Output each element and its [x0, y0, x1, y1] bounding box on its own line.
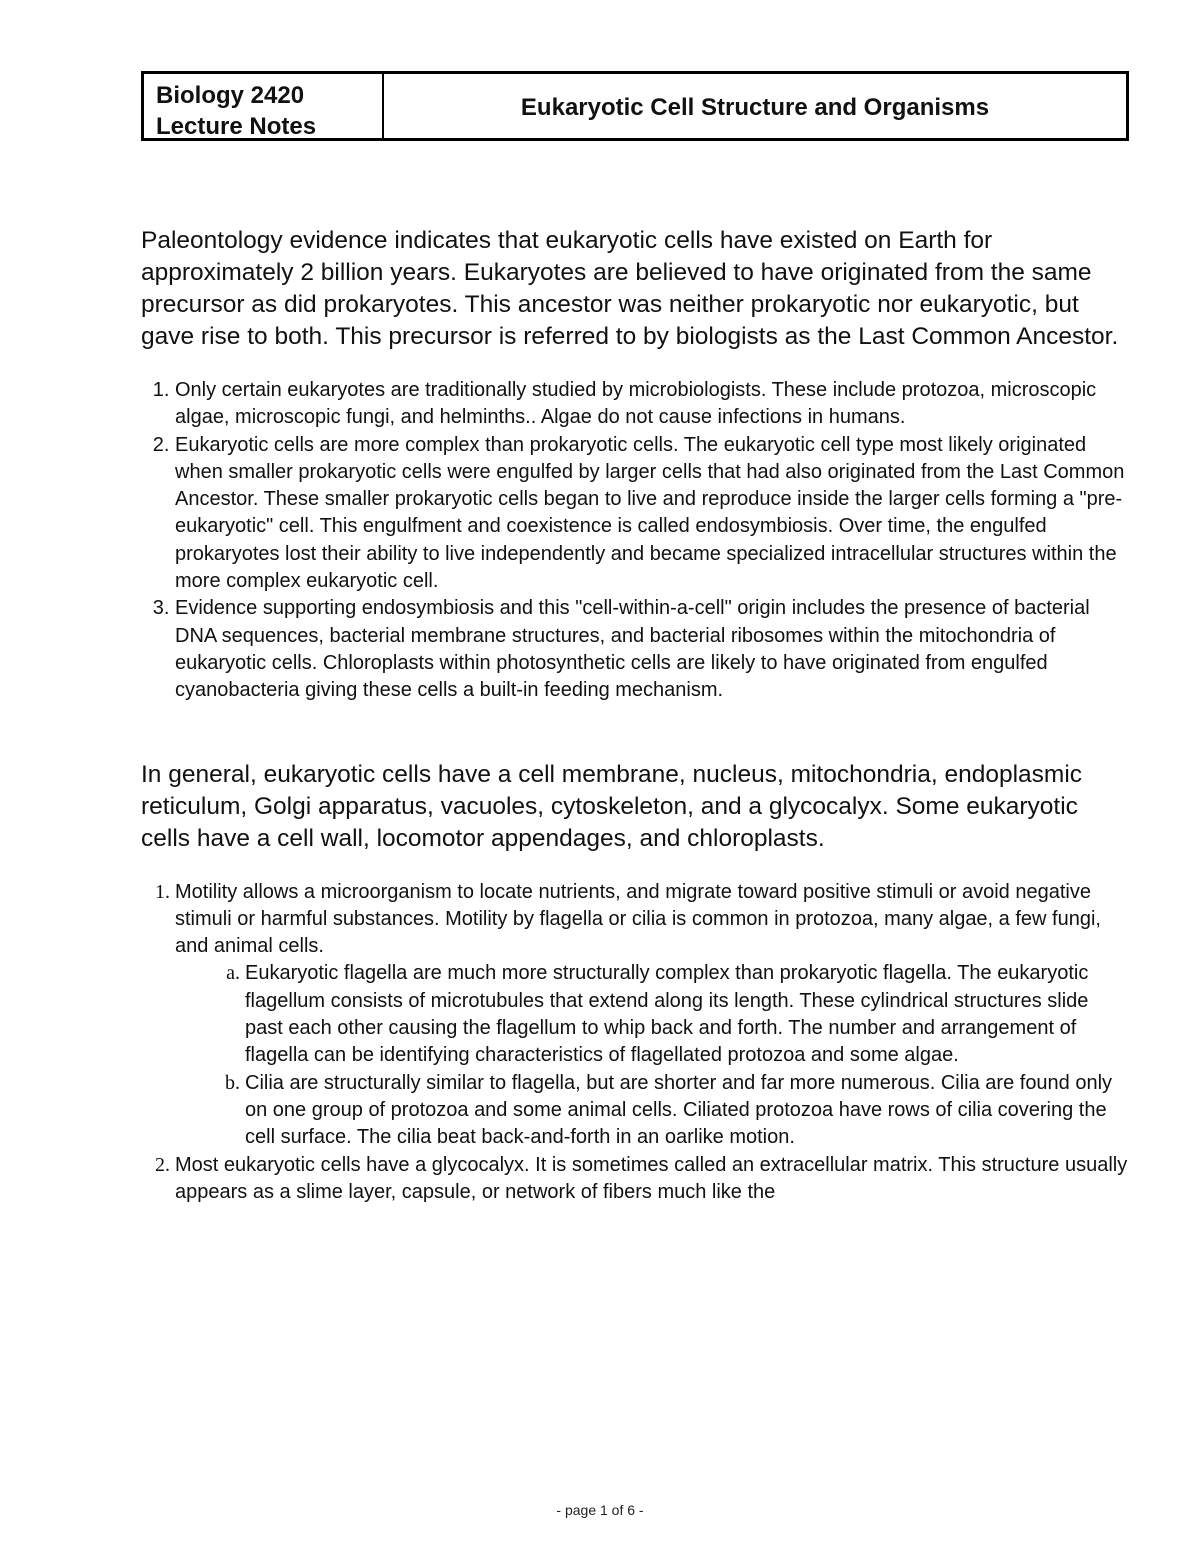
sublist-item: a. Eukaryotic flagella are much more structurally complex than prokaryotic flagella. The eukaryotic flagellum consists of microtubules that extend along its length. These cylindrical structures slide past each other causing the flagellum to whip back and forth. The number and arrangement of flagella can be identifying characteristics of flagellated protozoa and some algae.: [245, 960, 1131, 1069]
sublist-item: b. Cilia are structurally similar to flagella, but are shorter and far more numerous. Cilia are found only on one group of protozoa and some animal cells. Ciliated protozoa have rows of cilia covering the cell surface. The cilia beat back-and-forth in an oarlike motion.: [245, 1070, 1131, 1152]
list-item: 2. Most eukaryotic cells have a glycocalyx. It is sometimes called an extracellular matrix. This structure usually appears as a slime layer, capsule, or network of fibers much like the: [175, 1152, 1131, 1207]
course-line-2: Lecture Notes: [156, 113, 317, 140]
course-line-1: Biology 2420: [156, 82, 305, 109]
course-label: [144, 74, 384, 138]
origin-list: [141, 377, 1131, 705]
list-item: 2. Eukaryotic cells are more complex than prokaryotic cells. The eukaryotic cell type most likely originated when smaller prokaryotic cells were engulfed by larger cells that had also originated from the Last Common Ancestor. These smaller prokaryotic cells began to live and reproduce inside the larger cells forming a "pre-eukaryotic" cell. This engulfment and coexistence is called endosymbiosis. Over time, the engulfed prokaryotes lost their ability to live independently and became specialized intracellular structures within the more complex eukaryotic cell.: [175, 432, 1131, 596]
structure-list: [141, 879, 1131, 1207]
general-paragraph: In general, eukaryotic cells have a cell membrane, nucleus, mitochondria, endoplasmic reticulum, Golgi apparatus, vacuoles, cytoskeleton, and a glycocalyx. Some eukaryotic cells have a cell wall, locomotor appendages, and chloroplasts.: [141, 760, 1083, 852]
document-body: [141, 225, 1131, 1206]
list-item: [175, 879, 1131, 1152]
page-footer: - page 1 of 6 -: [556, 1502, 644, 1518]
list-item-text: Motility allows a microorganism to locate nutrients, and migrate toward positive stimuli or avoid negative stimuli or harmful substances. Motility by flagella or cilia is common in protozoa, many algae, a few fungi, and animal cells.: [175, 880, 1101, 958]
intro-paragraph: Paleontology evidence indicates that eukaryotic cells have existed on Earth for approximately 2 billion years. Eukaryotes are believed to have originated from the same precursor as did prokaryotes. This ancestor was neither prokaryotic nor eukaryotic, but gave rise to both. This precursor is referred to by biologists as the Last Common Ancestor.: [141, 227, 1119, 350]
motility-sublist: [175, 960, 1131, 1151]
list-item: 3. Evidence supporting endosymbiosis and this "cell-within-a-cell" origin includes the presence of bacterial DNA sequences, bacterial membrane structures, and bacterial ribosomes within the mitochondria of eukaryotic cells. Chloroplasts within photosynthetic cells are likely to have originated from engulfed cyanobacteria giving these cells a built-in feeding mechanism.: [175, 595, 1131, 704]
header-table: [141, 71, 1129, 141]
document-title: Eukaryotic Cell Structure and Organisms: [520, 94, 990, 121]
list-item: 1. Only certain eukaryotes are traditionally studied by microbiologists. These include protozoa, microscopic algae, microscopic fungi, and helminths.. Algae do not cause infections in humans.: [175, 377, 1131, 432]
